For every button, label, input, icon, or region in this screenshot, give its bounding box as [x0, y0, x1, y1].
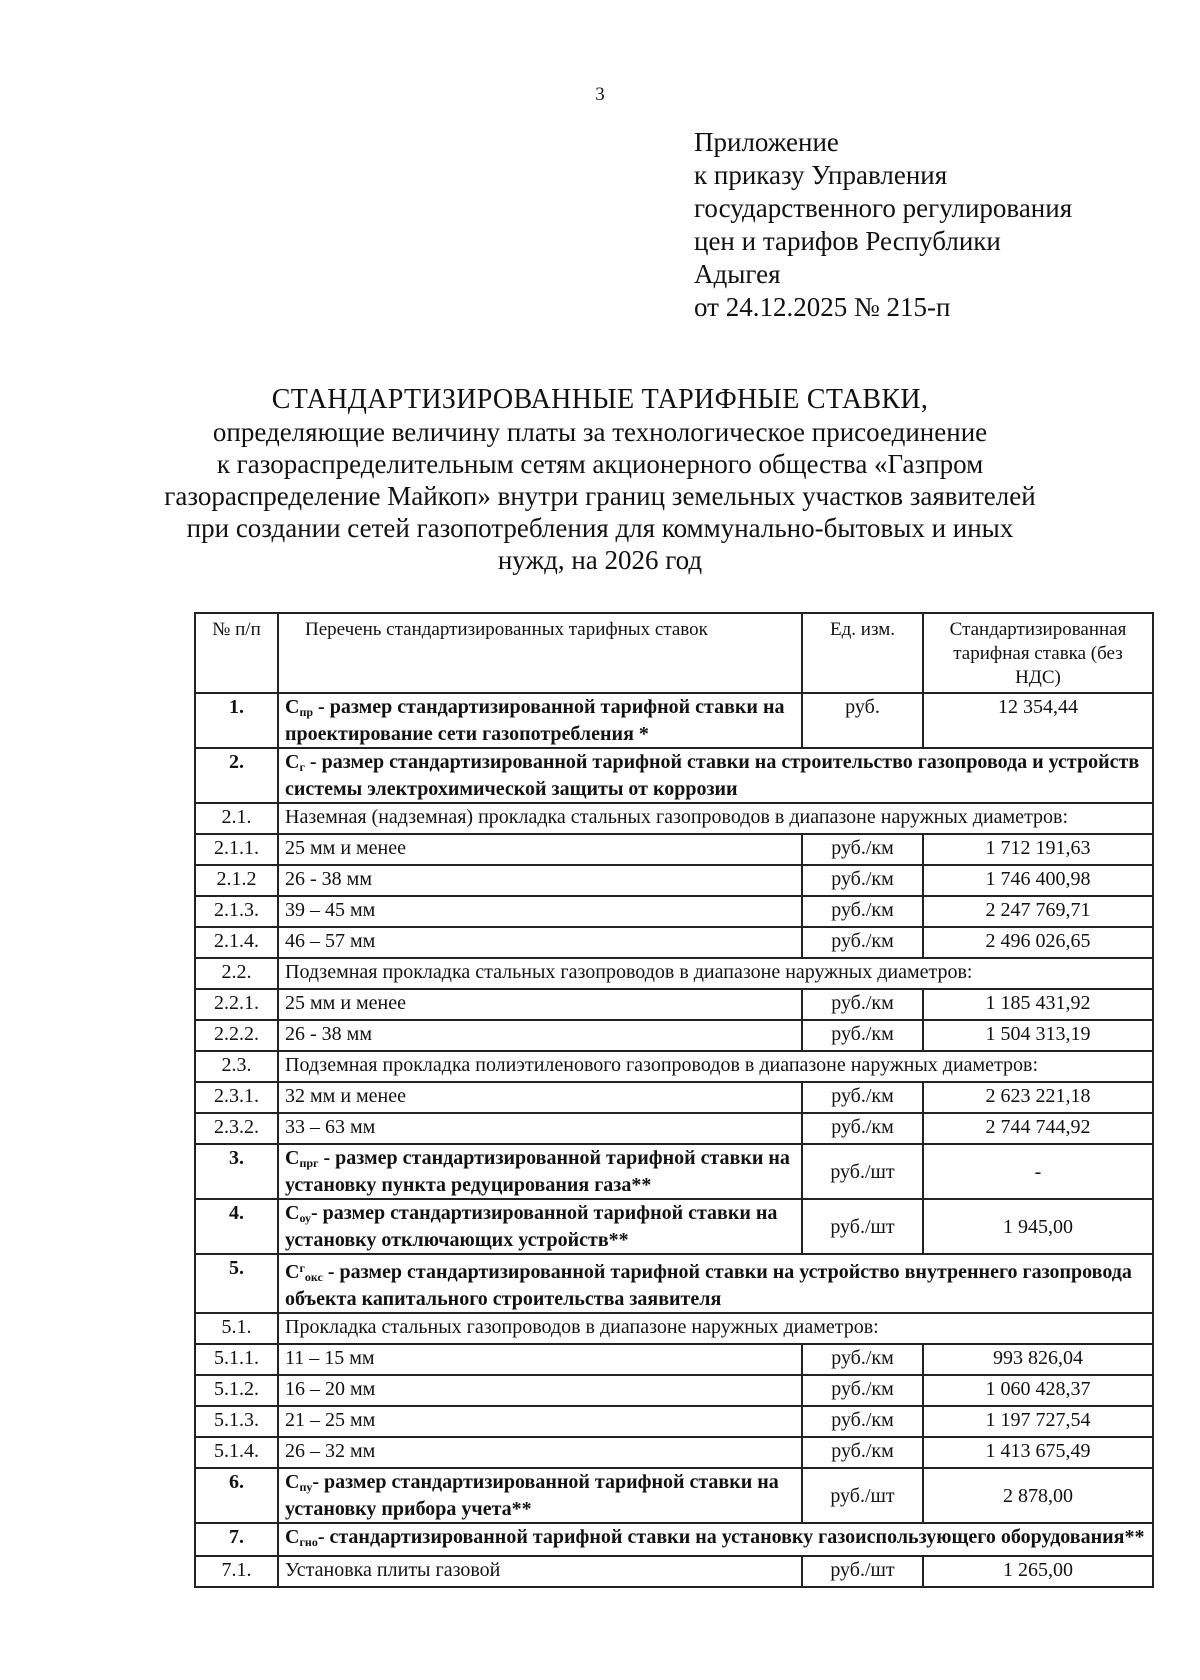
- row-description: [278, 834, 802, 865]
- row-text: - размер стандартизированной тарифной ставки на проектирование сети газопотребления *: [285, 696, 785, 745]
- rate-symbol: С: [285, 1526, 300, 1548]
- row-text: - размер стандартизированной тарифной ставки на установку пункта редуцирования газа**: [285, 1147, 790, 1196]
- row-rate-value: 993 826,04: [923, 1344, 1153, 1375]
- row-number: 1.: [195, 693, 278, 748]
- row-number: 5.1.: [195, 1313, 278, 1344]
- appendix-line: к приказу Управления: [694, 160, 948, 190]
- row-rate-value: 1 712 191,63: [923, 834, 1153, 865]
- row-rate-value: 1 265,00: [923, 1556, 1153, 1587]
- row-text: - стандартизированной тарифной ставки на установку газоиспользующего оборудования**: [317, 1526, 1145, 1548]
- row-description: [278, 1113, 802, 1144]
- rate-symbol-sub: пу: [299, 1480, 313, 1494]
- row-description: [278, 1313, 1153, 1344]
- row-number: 4.: [195, 1199, 278, 1254]
- row-number: 2.3.: [195, 1051, 278, 1082]
- row-rate-value: 2 623 221,18: [923, 1082, 1153, 1113]
- row-rate-value: 1 413 675,49: [923, 1437, 1153, 1468]
- row-text: Прокладка стальных газопроводов в диапазоне наружных диаметров:: [285, 1316, 879, 1338]
- row-description: [278, 693, 802, 748]
- row-unit: руб./км: [802, 1437, 923, 1468]
- row-unit: руб./шт: [802, 1556, 923, 1587]
- row-description: [278, 1082, 802, 1113]
- appendix-line: цен и тарифов Республики: [694, 226, 1001, 256]
- row-number: 5.1.2.: [195, 1375, 278, 1406]
- row-number: 5.: [195, 1254, 278, 1313]
- row-unit: руб./км: [802, 1113, 923, 1144]
- appendix-line: Адыгея: [694, 259, 781, 289]
- table-row: [195, 1375, 1153, 1406]
- row-unit: руб./км: [802, 834, 923, 865]
- row-unit: руб./шт: [802, 1199, 923, 1254]
- row-unit: руб.: [802, 693, 923, 748]
- row-unit: руб./км: [802, 865, 923, 896]
- row-description: [278, 1344, 802, 1375]
- rate-symbol: С: [285, 696, 300, 718]
- table-row: [195, 1344, 1153, 1375]
- row-number: 2.2.1.: [195, 989, 278, 1020]
- row-unit: руб./км: [802, 1375, 923, 1406]
- rate-symbol: С: [285, 1147, 300, 1169]
- row-rate-value: 2 247 769,71: [923, 896, 1153, 927]
- title-line: газораспределение Майкоп» внутри границ земельных участков заявителей: [164, 481, 1036, 511]
- row-description: [278, 1523, 1153, 1556]
- row-description: [278, 927, 802, 958]
- row-rate-value: 2 878,00: [923, 1468, 1153, 1523]
- row-number: 5.1.3.: [195, 1406, 278, 1437]
- row-text: Установка плиты газовой: [285, 1559, 501, 1581]
- table-row: [195, 1051, 1153, 1082]
- rate-symbol-sub: прг: [299, 1156, 319, 1170]
- table-row: [195, 1020, 1153, 1051]
- row-text: 26 - 38 мм: [285, 1023, 372, 1045]
- table-row: [195, 1437, 1153, 1468]
- rate-symbol: С: [285, 751, 300, 773]
- header-name: Перечень стандартизированных тарифных ставок: [278, 613, 802, 693]
- page-number: 3: [595, 84, 605, 105]
- row-rate-value: 1 504 313,19: [923, 1020, 1153, 1051]
- row-number: 2.1.3.: [195, 896, 278, 927]
- table-row: [195, 748, 1153, 803]
- title-line: нужд, на 2026 год: [497, 545, 703, 575]
- row-number: 2.1.2: [195, 865, 278, 896]
- table-row: [195, 834, 1153, 865]
- appendix-line: от 24.12.2025 № 215-п: [694, 292, 951, 322]
- row-description: [278, 958, 1153, 989]
- row-number: 5.1.1.: [195, 1344, 278, 1375]
- rate-symbol-sub: г: [299, 760, 305, 774]
- table-row: [195, 958, 1153, 989]
- row-text: 46 – 57 мм: [285, 930, 376, 952]
- row-rate-value: 1 185 431,92: [923, 989, 1153, 1020]
- header-num: № п/п: [195, 613, 278, 693]
- row-number: 6.: [195, 1468, 278, 1523]
- row-rate-value: 1 746 400,98: [923, 865, 1153, 896]
- row-number: 2.1.4.: [195, 927, 278, 958]
- row-description: [278, 1199, 802, 1254]
- row-text: 32 мм и менее: [285, 1085, 407, 1107]
- row-text: 16 – 20 мм: [285, 1378, 376, 1400]
- row-unit: руб./км: [802, 989, 923, 1020]
- row-text: - размер стандартизированной тарифной ставки на установку отключающих устройств**: [285, 1202, 778, 1251]
- row-text: - размер стандартизированной тарифной ставки на установку прибора учета**: [285, 1471, 779, 1520]
- table-row: [195, 1313, 1153, 1344]
- row-text: 25 мм и менее: [285, 837, 407, 859]
- row-unit: руб./шт: [802, 1144, 923, 1199]
- table-row: [195, 1113, 1153, 1144]
- row-unit: руб./км: [802, 927, 923, 958]
- row-rate-value: 1 060 428,37: [923, 1375, 1153, 1406]
- row-unit: руб./км: [802, 896, 923, 927]
- header-unit: Ед. изм.: [802, 613, 923, 693]
- row-unit: руб./км: [802, 1020, 923, 1051]
- table-row: [195, 927, 1153, 958]
- row-description: [278, 865, 802, 896]
- rate-symbol-sub: оу: [299, 1211, 311, 1225]
- row-number: 2.3.2.: [195, 1113, 278, 1144]
- table-row: [195, 1556, 1153, 1587]
- rate-symbol-sub: гно: [299, 1535, 318, 1549]
- row-number: 2.: [195, 748, 278, 803]
- appendix-block: [694, 126, 1072, 324]
- row-text: 39 – 45 мм: [285, 899, 376, 921]
- row-rate-value: 12 354,44: [923, 693, 1153, 748]
- row-number: 2.2.: [195, 958, 278, 989]
- row-description: [278, 1051, 1153, 1082]
- rate-symbol: С: [285, 1202, 300, 1224]
- row-rate-value: -: [923, 1144, 1153, 1199]
- table-row: [195, 896, 1153, 927]
- row-unit: руб./км: [802, 1344, 923, 1375]
- row-description: [278, 803, 1153, 834]
- row-text: - размер стандартизированной тарифной ставки на устройство внутреннего газопровода объекта капитального строительства заявителя: [285, 1261, 1132, 1310]
- row-unit: руб./км: [802, 1406, 923, 1437]
- appendix-line: Приложение: [694, 127, 839, 157]
- table-body: [195, 693, 1153, 1587]
- rate-symbol: С: [285, 1471, 300, 1493]
- row-number: 5.1.4.: [195, 1437, 278, 1468]
- title-line: при создании сетей газопотребления для коммунально-бытовых и иных: [186, 513, 1014, 543]
- row-text: Подземная прокладка полиэтиленового газопроводов в диапазоне наружных диаметров:: [285, 1054, 1039, 1076]
- table-row: [195, 1199, 1153, 1254]
- title-line: определяющие величину платы за технологическое присоединение: [212, 417, 988, 447]
- table-row: [195, 1144, 1153, 1199]
- table-row: [195, 1082, 1153, 1113]
- appendix-line: государственного регулирования: [694, 193, 1073, 223]
- table-header-row: [195, 613, 1153, 693]
- row-rate-value: 2 496 026,65: [923, 927, 1153, 958]
- rate-symbol-sub: пр: [299, 705, 314, 719]
- row-description: [278, 1254, 1153, 1313]
- row-text: Наземная (надземная) прокладка стальных газопроводов в диапазоне наружных диаметров:: [285, 806, 1069, 828]
- table-row: [195, 1254, 1153, 1313]
- row-text: 33 – 63 мм: [285, 1116, 376, 1138]
- row-description: [278, 1468, 802, 1523]
- document-title: [150, 384, 1050, 576]
- row-text: 26 - 38 мм: [285, 868, 372, 890]
- table-row: [195, 989, 1153, 1020]
- header-rate: Стандартизированная тарифная ставка (без НДС): [923, 613, 1153, 693]
- row-unit: руб./км: [802, 1082, 923, 1113]
- row-description: [278, 989, 802, 1020]
- row-unit: руб./шт: [802, 1468, 923, 1523]
- table-row: [195, 803, 1153, 834]
- row-description: [278, 748, 1153, 803]
- row-description: [278, 1556, 802, 1587]
- row-text: - размер стандартизированной тарифной ставки на строительство газопровода и устройств системы электрохимической защиты от коррозии: [285, 751, 1140, 800]
- table-row: [195, 1523, 1153, 1556]
- row-description: [278, 1144, 802, 1199]
- row-text: 26 – 32 мм: [285, 1440, 376, 1462]
- row-text: Подземная прокладка стальных газопроводов в диапазоне наружных диаметров:: [285, 961, 973, 983]
- main-title: СТАНДАРТИЗИРОВАННЫЕ ТАРИФНЫЕ СТАВКИ,: [271, 384, 929, 415]
- row-rate-value: 2 744 744,92: [923, 1113, 1153, 1144]
- row-text: 25 мм и менее: [285, 992, 407, 1014]
- tariff-table: [194, 612, 1154, 1588]
- row-description: [278, 1437, 802, 1468]
- row-number: 7.: [195, 1523, 278, 1556]
- row-rate-value: 1 197 727,54: [923, 1406, 1153, 1437]
- row-number: 2.3.1.: [195, 1082, 278, 1113]
- row-description: [278, 896, 802, 927]
- row-number: 2.1.1.: [195, 834, 278, 865]
- rate-symbol-sub: окс: [304, 1270, 323, 1284]
- row-number: 2.2.2.: [195, 1020, 278, 1051]
- rate-symbol: С: [285, 1261, 300, 1283]
- row-text: 21 – 25 мм: [285, 1409, 376, 1431]
- row-number: 3.: [195, 1144, 278, 1199]
- row-description: [278, 1375, 802, 1406]
- row-text: 11 – 15 мм: [285, 1347, 375, 1369]
- table-row: [195, 1468, 1153, 1523]
- row-rate-value: 1 945,00: [923, 1199, 1153, 1254]
- row-number: 7.1.: [195, 1556, 278, 1587]
- row-description: [278, 1020, 802, 1051]
- table-row: [195, 693, 1153, 748]
- row-description: [278, 1406, 802, 1437]
- row-number: 2.1.: [195, 803, 278, 834]
- title-line: к газораспределительным сетям акционерного общества «Газпром: [216, 449, 984, 479]
- rate-symbol-sup: г: [299, 1261, 305, 1275]
- table-row: [195, 1406, 1153, 1437]
- table-row: [195, 865, 1153, 896]
